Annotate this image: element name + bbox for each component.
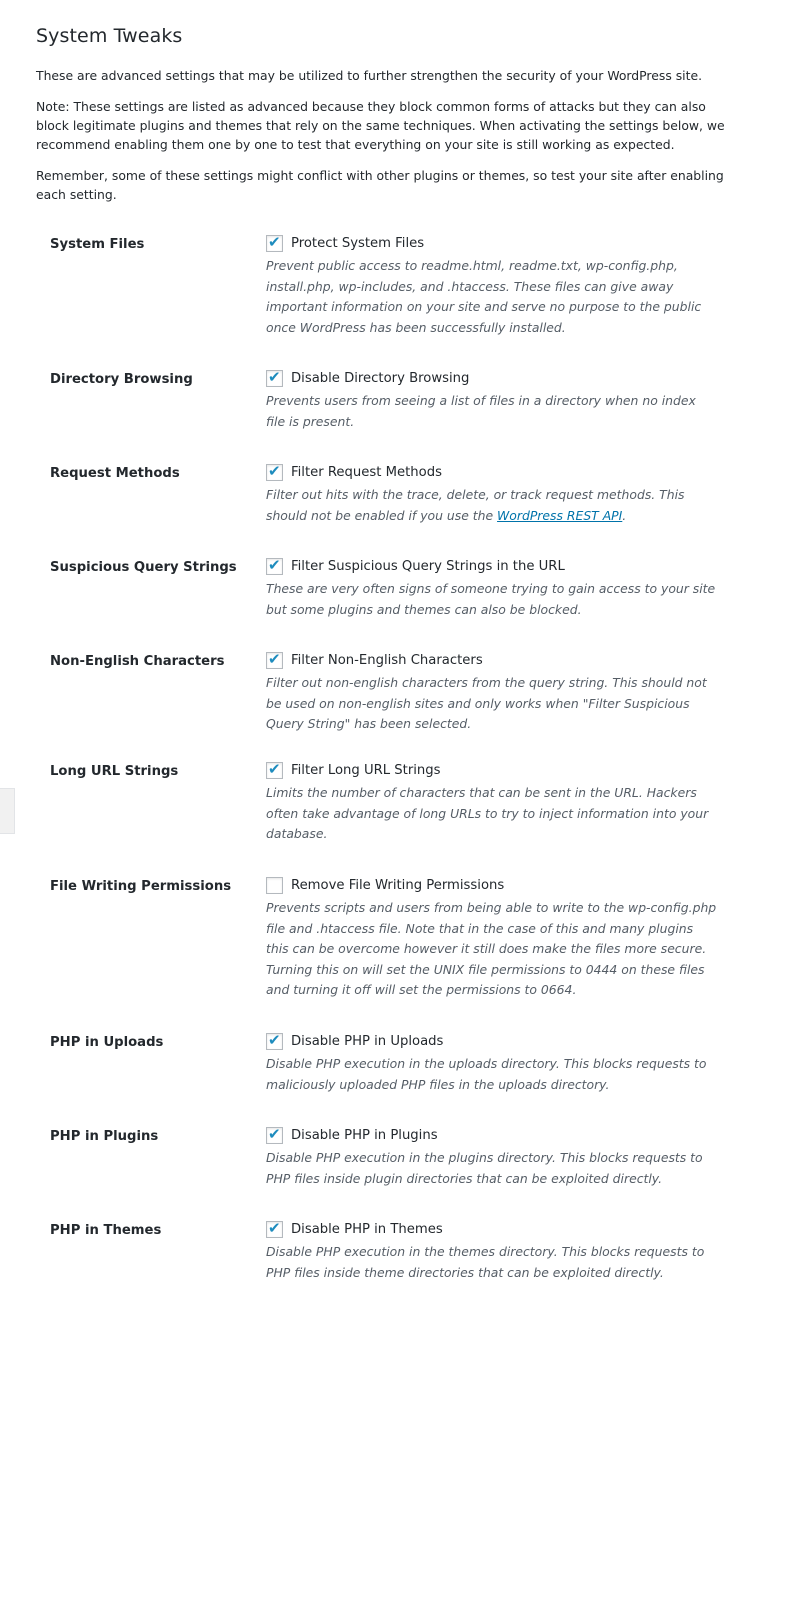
setting-row-system-files (36, 232, 736, 367)
intro-reminder-paragraph: Remember, some of these settings might conflict with other plugins or themes, so test your site after enabling each setting. (36, 168, 724, 202)
description-text: Filter out hits with the trace, delete, or track request methods. This should not be enabled if you use the (266, 487, 685, 523)
system-tweaks-page (36, 0, 736, 1312)
checkmark-icon: ✔ (268, 649, 281, 668)
setting-label: PHP in Uploads (50, 1035, 164, 1050)
disable-php-in-uploads-checkbox[interactable] (266, 1030, 283, 1050)
checkmark-icon: ✔ (268, 232, 281, 251)
checkbox-label[interactable]: Disable PHP in Themes (291, 1221, 443, 1237)
setting-label: PHP in Themes (50, 1223, 162, 1238)
protect-system-files-checkbox[interactable] (266, 232, 283, 252)
checkbox-label[interactable]: Filter Suspicious Query Strings in the URL (291, 558, 565, 574)
checkmark-icon: ✔ (268, 759, 281, 778)
filter-non-english-characters-checkbox[interactable] (266, 649, 283, 669)
intro-paragraph: These are advanced settings that may be utilized to further strengthen the security of your WordPress site. (36, 68, 703, 83)
setting-label: System Files (50, 237, 145, 252)
checkmark-icon: ✔ (268, 1124, 281, 1143)
checkbox-label[interactable]: Filter Long URL Strings (291, 762, 441, 778)
checkbox-label[interactable]: Filter Non-English Characters (291, 652, 483, 668)
setting-field (266, 232, 718, 338)
setting-field (266, 1124, 718, 1189)
checkbox-line[interactable] (266, 874, 718, 896)
checkbox-line[interactable] (266, 649, 718, 671)
setting-field (266, 555, 718, 620)
checkbox-line[interactable] (266, 1124, 718, 1146)
setting-description: These are very often signs of someone trying to gain access to your site but some plugins and themes can also be blocked. (266, 581, 716, 617)
setting-label: File Writing Permissions (50, 879, 232, 894)
setting-row-non-english-characters (36, 649, 736, 759)
setting-label: Directory Browsing (50, 372, 193, 387)
remove-file-writing-permissions-checkbox[interactable] (266, 877, 283, 894)
checkbox-label[interactable]: Remove File Writing Permissions (291, 877, 505, 893)
intro-section (36, 66, 736, 204)
checkbox-line[interactable] (266, 1030, 718, 1052)
setting-field (266, 461, 718, 526)
disable-php-in-themes-checkbox[interactable] (266, 1218, 283, 1238)
disable-php-in-plugins-checkbox[interactable] (266, 1124, 283, 1144)
setting-row-directory-browsing (36, 367, 736, 461)
disable-directory-browsing-checkbox[interactable] (266, 367, 283, 387)
setting-row-suspicious-query-strings (36, 555, 736, 649)
checkbox-line[interactable] (266, 1218, 718, 1240)
settings-table (36, 232, 736, 1312)
wordpress-rest-api-link[interactable]: WordPress REST API (497, 507, 623, 523)
checkbox-line[interactable] (266, 759, 718, 781)
setting-row-long-url-strings (36, 759, 736, 874)
setting-row-php-in-plugins (36, 1124, 736, 1218)
setting-label: PHP in Plugins (50, 1129, 159, 1144)
checkbox-line[interactable] (266, 555, 718, 577)
setting-field (266, 1218, 718, 1283)
left-edge-tab (0, 788, 15, 834)
setting-field (266, 759, 718, 845)
setting-field (266, 649, 718, 735)
checkmark-icon: ✔ (268, 367, 281, 386)
checkbox-label[interactable]: Filter Request Methods (291, 464, 442, 480)
checkbox-line[interactable] (266, 232, 718, 254)
setting-label: Request Methods (50, 466, 180, 481)
setting-description: Disable PHP execution in the themes directory. This blocks requests to PHP files inside theme directories that can be exploited directly. (266, 1244, 705, 1280)
checkbox-label[interactable]: Disable PHP in Uploads (291, 1033, 444, 1049)
setting-field (266, 367, 718, 432)
setting-description: Limits the number of characters that can be sent in the URL. Hackers often take advantage of long URLs to try to inject information into your database. (266, 785, 709, 842)
setting-row-request-methods (36, 461, 736, 555)
intro-note-paragraph: Note: These settings are listed as advanced because they block common forms of attacks but they can also block legitimate plugins and themes that rely on the same techniques. When activating the settings below, we recommend enabling them one by one to test that everything on your site is still working as expected. (36, 99, 725, 152)
checkbox-line[interactable] (266, 461, 718, 483)
description-text-end: . (622, 507, 627, 523)
setting-row-php-in-uploads (36, 1030, 736, 1124)
setting-description: Disable PHP execution in the uploads directory. This blocks requests to maliciously uploaded PHP files in the uploads directory. (266, 1056, 707, 1092)
setting-label: Long URL Strings (50, 764, 179, 779)
setting-field (266, 874, 718, 1001)
setting-description: Filter out non-english characters from the query string. This should not be used on non-english sites and only works when "Filter Suspicious Query String" has been selected. (266, 675, 707, 732)
setting-row-file-writing-permissions (36, 874, 736, 1030)
setting-description: Prevents scripts and users from being able to write to the wp-config.php file and .htaccess file. Note that in the case of this and many plugins this can be overcome however it still does make the files more secure. Turning this on will set the UNIX file permissions to 0444 on these files and turning it off will set the permissions to 0664. (266, 900, 717, 998)
setting-description: Disable PHP execution in the plugins directory. This blocks requests to PHP files inside plugin directories that can be exploited directly. (266, 1150, 703, 1186)
checkbox-label[interactable]: Disable PHP in Plugins (291, 1127, 438, 1143)
setting-row-php-in-themes (36, 1218, 736, 1312)
filter-request-methods-checkbox[interactable] (266, 461, 283, 481)
setting-field (266, 1030, 718, 1095)
checkmark-icon: ✔ (268, 1218, 281, 1237)
setting-label: Non-English Characters (50, 654, 225, 669)
checkmark-icon: ✔ (268, 1030, 281, 1049)
checkmark-icon: ✔ (268, 555, 281, 574)
setting-description (266, 485, 718, 526)
setting-description: Prevent public access to readme.html, readme.txt, wp-config.php, install.php, wp-includes, and .htaccess. These files can give away important information on your site and serve no purpose to the public once WordPress has been successfully installed. (266, 258, 702, 335)
page-title: System Tweaks (36, 25, 183, 47)
filter-suspicious-query-strings-checkbox[interactable] (266, 555, 283, 575)
filter-long-url-strings-checkbox[interactable] (266, 759, 283, 779)
setting-description: Prevents users from seeing a list of files in a directory when no index file is present. (266, 393, 696, 429)
checkbox-label[interactable]: Protect System Files (291, 235, 425, 251)
checkbox-line[interactable] (266, 367, 718, 389)
checkmark-icon: ✔ (268, 461, 281, 480)
checkbox-label[interactable]: Disable Directory Browsing (291, 370, 470, 386)
setting-label: Suspicious Query Strings (50, 560, 237, 575)
